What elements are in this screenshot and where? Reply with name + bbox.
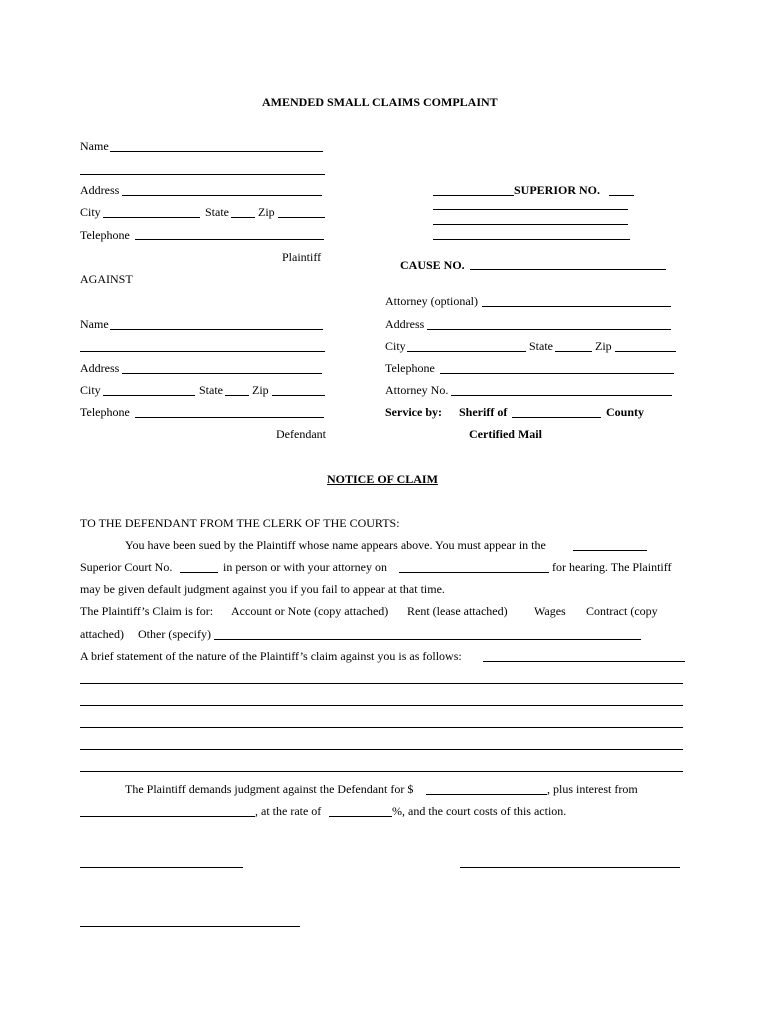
rate-line[interactable] xyxy=(329,816,392,817)
appear-in-line[interactable] xyxy=(573,550,647,551)
for-hearing-text: for hearing. The Plaintiff xyxy=(552,560,672,574)
account-option-label: Account or Note (copy attached) xyxy=(231,604,389,618)
attorney-state-label: State xyxy=(529,339,553,353)
interest-from-line[interactable] xyxy=(80,816,255,817)
superior-line-4[interactable] xyxy=(433,239,630,240)
plaintiff-zip-line[interactable] xyxy=(278,217,325,218)
defendant-state-label: State xyxy=(199,383,223,397)
plaintiff-address-line[interactable] xyxy=(122,195,322,196)
attorney-no-line[interactable] xyxy=(451,395,672,396)
default-judgment-text: may be given default judgment against you if you fail to appear at that time. xyxy=(80,582,445,596)
statement-line-4[interactable] xyxy=(80,727,683,728)
defendant-city-line[interactable] xyxy=(103,395,195,396)
attorney-address-line[interactable] xyxy=(427,329,671,330)
demand-text: The Plaintiff demands judgment against the Defendant for $ xyxy=(125,782,414,796)
plaintiff-name-label: Name xyxy=(80,139,109,153)
demand-amount-line[interactable] xyxy=(426,794,547,795)
rent-option-label: Rent (lease attached) xyxy=(407,604,508,618)
defendant-city-label: City xyxy=(80,383,101,397)
plus-interest-text: , plus interest from xyxy=(547,782,638,796)
hearing-date-line[interactable] xyxy=(399,572,549,573)
plaintiff-address-label: Address xyxy=(80,183,120,197)
notice-heading: NOTICE OF CLAIM xyxy=(327,472,438,486)
signature-line-left[interactable] xyxy=(80,867,243,868)
court-costs-text: %, and the court costs of this action. xyxy=(392,804,567,818)
attorney-telephone-line[interactable] xyxy=(440,373,674,374)
attorney-state-line[interactable] xyxy=(555,351,592,352)
statement-line-3[interactable] xyxy=(80,705,683,706)
claim-for-label: The Plaintiff’s Claim is for: xyxy=(80,604,214,618)
plaintiff-city-label: City xyxy=(80,205,101,219)
in-person-text: in person or with your attorney on xyxy=(223,560,387,574)
defendant-zip-line[interactable] xyxy=(272,395,325,396)
plaintiff-state-line[interactable] xyxy=(231,217,255,218)
certified-mail-label: Certified Mail xyxy=(469,427,542,441)
plaintiff-name-line-2[interactable] xyxy=(80,174,325,175)
defendant-name-line[interactable] xyxy=(110,329,323,330)
sheriff-county-line[interactable] xyxy=(512,417,601,418)
plaintiff-zip-label: Zip xyxy=(258,205,275,219)
plaintiff-telephone-label: Telephone xyxy=(80,228,130,242)
court-no-line[interactable] xyxy=(180,572,218,573)
sued-text: You have been sued by the Plaintiff whose name appears above. You must appear in the xyxy=(125,538,546,552)
defendant-name-line-2[interactable] xyxy=(80,351,325,352)
attorney-address-label: Address xyxy=(385,317,425,331)
other-option-label: Other (specify) xyxy=(138,627,211,641)
signature-line-bottom[interactable] xyxy=(80,926,300,927)
county-label: County xyxy=(606,405,645,419)
attorney-zip-label: Zip xyxy=(595,339,612,353)
attorney-no-label: Attorney No. xyxy=(385,383,449,397)
attorney-line[interactable] xyxy=(482,306,671,307)
defendant-address-label: Address xyxy=(80,361,120,375)
attorney-zip-line[interactable] xyxy=(615,351,676,352)
defendant-telephone-line[interactable] xyxy=(135,417,324,418)
at-rate-text: , at the rate of xyxy=(255,804,322,818)
contract-option-label: Contract (copy xyxy=(586,604,658,618)
defendant-address-line[interactable] xyxy=(122,373,322,374)
attorney-label: Attorney (optional) xyxy=(385,294,478,308)
wages-option-label: Wages xyxy=(534,604,566,618)
plaintiff-state-label: State xyxy=(205,205,229,219)
defendant-telephone-label: Telephone xyxy=(80,405,130,419)
defendant-state-line[interactable] xyxy=(225,395,249,396)
plaintiff-name-line[interactable] xyxy=(110,151,323,152)
plaintiff-role-label: Plaintiff xyxy=(282,250,322,264)
plaintiff-city-line[interactable] xyxy=(103,217,200,218)
attorney-city-line[interactable] xyxy=(407,351,526,352)
brief-statement-text: A brief statement of the nature of the Plaintiff’s claim against you is as follows: xyxy=(80,649,462,663)
page-title: AMENDED SMALL CLAIMS COMPLAINT xyxy=(262,95,498,109)
court-no-label: Superior Court No. xyxy=(80,560,173,574)
defendant-zip-label: Zip xyxy=(252,383,269,397)
attached-label: attached) xyxy=(80,627,124,641)
defendant-role-label: Defendant xyxy=(276,427,326,441)
sheriff-label: Sheriff of xyxy=(459,405,508,419)
statement-line-2[interactable] xyxy=(80,683,683,684)
statement-line-1[interactable] xyxy=(483,661,685,662)
cause-no-label: CAUSE NO. xyxy=(400,258,465,272)
statement-line-6[interactable] xyxy=(80,771,683,772)
superior-prefix-line[interactable] xyxy=(433,195,514,196)
against-label: AGAINST xyxy=(80,272,133,286)
plaintiff-telephone-line[interactable] xyxy=(135,239,324,240)
to-defendant-line: TO THE DEFENDANT FROM THE CLERK OF THE COURTS: xyxy=(80,516,400,530)
signature-line-right[interactable] xyxy=(460,867,680,868)
cause-no-line[interactable] xyxy=(470,269,666,270)
statement-line-5[interactable] xyxy=(80,749,683,750)
service-by-label: Service by: xyxy=(385,405,442,419)
superior-line-2[interactable] xyxy=(433,209,628,210)
attorney-city-label: City xyxy=(385,339,406,353)
other-specify-line[interactable] xyxy=(214,639,641,640)
defendant-name-label: Name xyxy=(80,317,109,331)
superior-line-3[interactable] xyxy=(433,224,628,225)
superior-no-line[interactable] xyxy=(609,195,634,196)
attorney-telephone-label: Telephone xyxy=(385,361,435,375)
superior-no-label: SUPERIOR NO. xyxy=(514,183,601,197)
